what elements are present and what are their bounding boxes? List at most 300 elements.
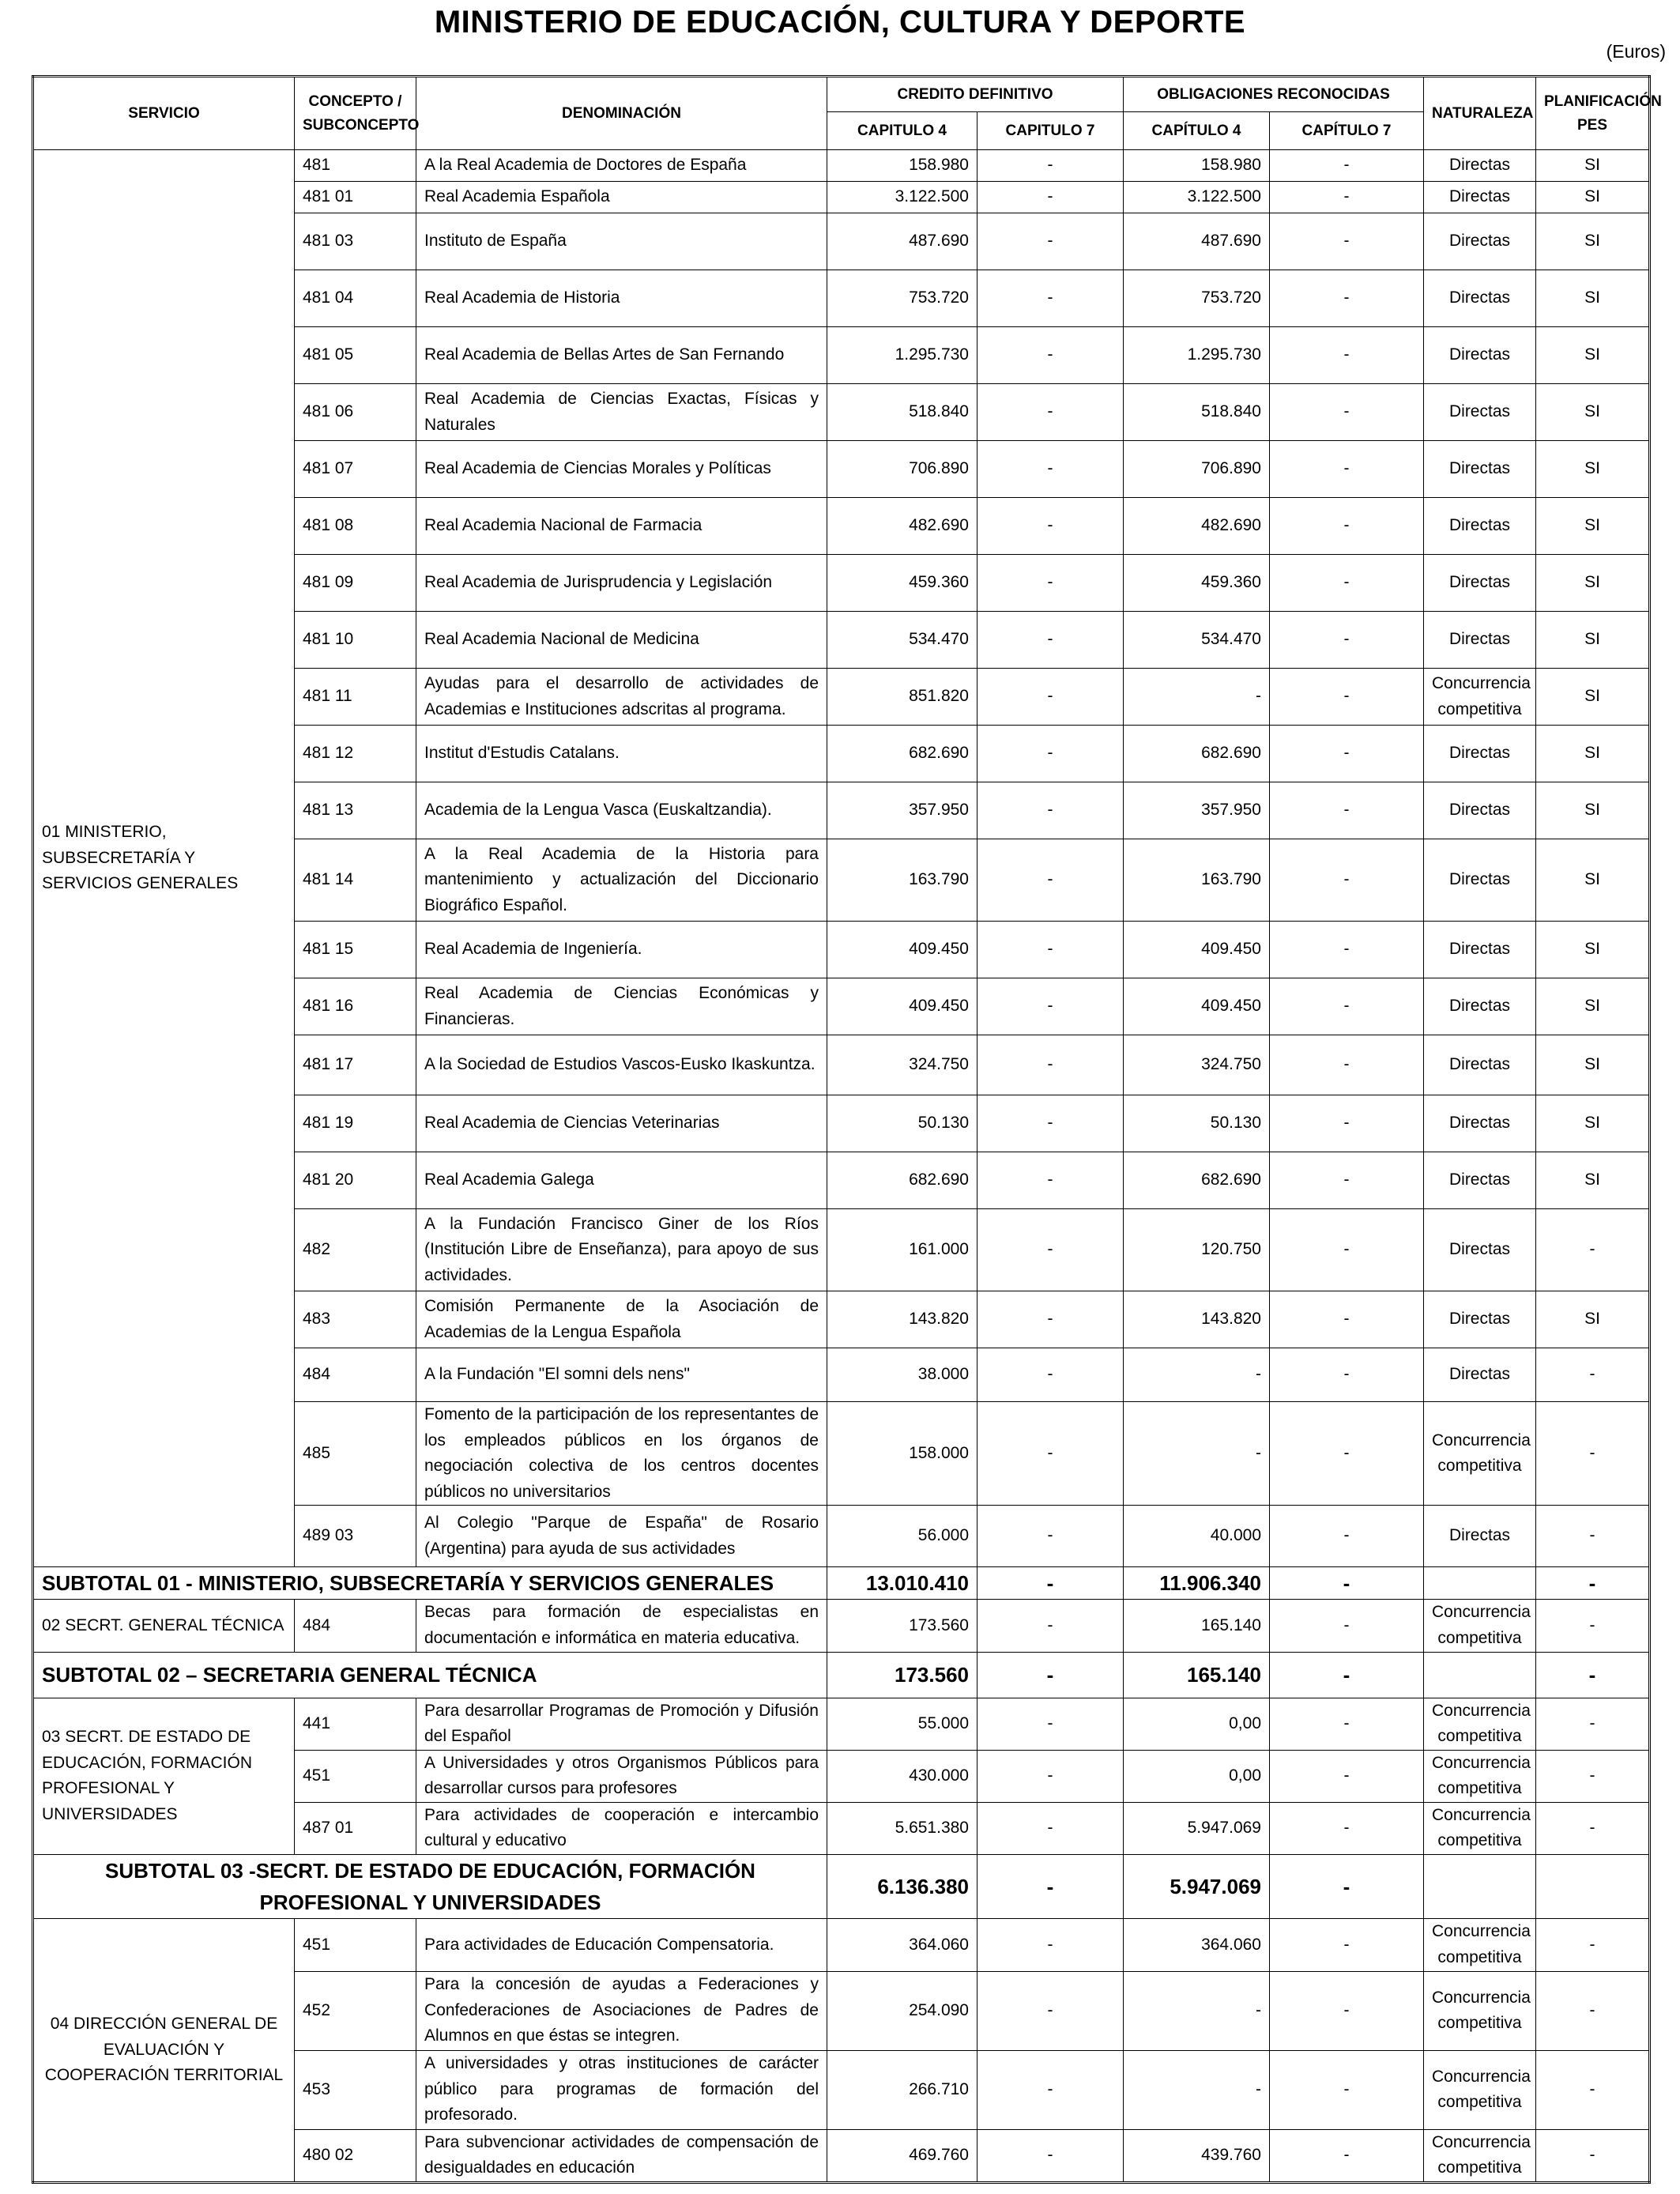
obligations-cap7: - bbox=[1270, 213, 1424, 270]
naturaleza-value: Directas bbox=[1424, 498, 1536, 555]
denomination: Ayudas para el desarrollo de actividades de Academias e Instituciones adscritas al programa. bbox=[416, 669, 827, 726]
credit-cap7: - bbox=[977, 1152, 1124, 1209]
credit-cap7: - bbox=[977, 1348, 1124, 1402]
subtotal-pes: - bbox=[1536, 1652, 1650, 1698]
denomination: Real Academia de Ingeniería. bbox=[416, 922, 827, 978]
header-credito: CREDITO DEFINITIVO bbox=[827, 77, 1124, 112]
credit-cap4: 38.000 bbox=[827, 1348, 977, 1402]
obligations-cap7: - bbox=[1270, 1152, 1424, 1209]
concept-code: 481 14 bbox=[295, 839, 416, 922]
denomination: Real Academia de Historia bbox=[416, 270, 827, 327]
obligations-cap7: - bbox=[1270, 1802, 1424, 1854]
pes-value: SI bbox=[1536, 839, 1650, 922]
naturaleza-value: Directas bbox=[1424, 1348, 1536, 1402]
credit-cap4: 430.000 bbox=[827, 1750, 977, 1802]
denomination: Para la concesión de ayudas a Federaciones y Confederaciones de Asociaciones de Padres de Alumnos en que éstas se integren. bbox=[416, 1971, 827, 2050]
credit-cap7: - bbox=[977, 2050, 1124, 2129]
naturaleza-value: Directas bbox=[1424, 1209, 1536, 1291]
denomination: Para desarrollar Programas de Promoción y Difusión del Español bbox=[416, 1698, 827, 1750]
credit-cap7: - bbox=[977, 726, 1124, 782]
concept-code: 481 03 bbox=[295, 213, 416, 270]
obligations-cap4: 753.720 bbox=[1124, 270, 1270, 327]
credit-cap7: - bbox=[977, 1035, 1124, 1095]
naturaleza-value: Directas bbox=[1424, 1035, 1536, 1095]
subtotal-obligations-cap7: - bbox=[1270, 1567, 1424, 1600]
obligations-cap7: - bbox=[1270, 555, 1424, 612]
credit-cap7: - bbox=[977, 1402, 1124, 1506]
obligations-cap7: - bbox=[1270, 327, 1424, 384]
obligations-cap7: - bbox=[1270, 669, 1424, 726]
subtotal-label: SUBTOTAL 02 – SECRETARIA GENERAL TÉCNICA bbox=[33, 1652, 827, 1698]
credit-cap4: 173.560 bbox=[827, 1600, 977, 1652]
section-04 bbox=[33, 1919, 1650, 2182]
denomination: A la Real Academia de Doctores de España bbox=[416, 150, 827, 182]
concept-code: 481 16 bbox=[295, 978, 416, 1035]
obligations-cap7: - bbox=[1270, 726, 1424, 782]
concept-code: 485 bbox=[295, 1402, 416, 1506]
obligations-cap4: - bbox=[1124, 1971, 1270, 2050]
pes-value: SI bbox=[1536, 498, 1650, 555]
pes-value: SI bbox=[1536, 270, 1650, 327]
credit-cap4: 682.690 bbox=[827, 726, 977, 782]
credit-cap7: - bbox=[977, 1698, 1124, 1750]
subtotal-credit-cap4: 173.560 bbox=[827, 1652, 977, 1698]
obligations-cap4: 534.470 bbox=[1124, 612, 1270, 669]
service-name: 02 SECRT. GENERAL TÉCNICA bbox=[33, 1600, 295, 1652]
header-concepto: CONCEPTO / SUBCONCEPTO bbox=[295, 77, 416, 150]
denomination: Academia de la Lengua Vasca (Euskaltzandia). bbox=[416, 782, 827, 839]
obligations-cap7: - bbox=[1270, 1035, 1424, 1095]
obligations-cap4: 120.750 bbox=[1124, 1209, 1270, 1291]
credit-cap4: 482.690 bbox=[827, 498, 977, 555]
credit-cap7: - bbox=[977, 441, 1124, 498]
header-planificacion: PLANIFICACIÓN PES bbox=[1536, 77, 1650, 150]
subtotal-row bbox=[33, 1567, 1650, 1600]
header-denominacion: DENOMINACIÓN bbox=[416, 77, 827, 150]
denomination: Para actividades de Educación Compensatoria. bbox=[416, 1919, 827, 1971]
concept-code: 481 07 bbox=[295, 441, 416, 498]
credit-cap7: - bbox=[977, 150, 1124, 182]
obligations-cap7: - bbox=[1270, 1698, 1424, 1750]
obligations-cap4: 324.750 bbox=[1124, 1035, 1270, 1095]
obligations-cap4: 158.980 bbox=[1124, 150, 1270, 182]
pes-value: SI bbox=[1536, 782, 1650, 839]
subtotal-pes: - bbox=[1536, 1567, 1650, 1600]
obligations-cap7: - bbox=[1270, 612, 1424, 669]
credit-cap7: - bbox=[977, 1919, 1124, 1971]
naturaleza-value: Concurrencia competitiva bbox=[1424, 1698, 1536, 1750]
concept-code: 481 15 bbox=[295, 922, 416, 978]
subtotal-credit-cap4: 13.010.410 bbox=[827, 1567, 977, 1600]
credit-cap7: - bbox=[977, 270, 1124, 327]
obligations-cap7: - bbox=[1270, 1095, 1424, 1152]
concept-code: 480 02 bbox=[295, 2129, 416, 2182]
concept-code: 453 bbox=[295, 2050, 416, 2129]
obligations-cap7: - bbox=[1270, 150, 1424, 182]
credit-cap4: 364.060 bbox=[827, 1919, 977, 1971]
credit-cap4: 459.360 bbox=[827, 555, 977, 612]
naturaleza-value: Concurrencia competitiva bbox=[1424, 2050, 1536, 2129]
pes-value: - bbox=[1536, 1971, 1650, 2050]
denomination: Institut d'Estudis Catalans. bbox=[416, 726, 827, 782]
obligations-cap7: - bbox=[1270, 1348, 1424, 1402]
obligations-cap4: 50.130 bbox=[1124, 1095, 1270, 1152]
concept-code: 451 bbox=[295, 1919, 416, 1971]
obligations-cap7: - bbox=[1270, 1919, 1424, 1971]
credit-cap4: 161.000 bbox=[827, 1209, 977, 1291]
credit-cap7: - bbox=[977, 669, 1124, 726]
pes-value: - bbox=[1536, 2129, 1650, 2182]
subtotal-row bbox=[33, 1652, 1650, 1698]
obligations-cap7: - bbox=[1270, 1506, 1424, 1567]
denomination: Real Academia de Ciencias Exactas, Físicas y Naturales bbox=[416, 384, 827, 441]
denomination: Para subvencionar actividades de compensación de desigualdades en educación bbox=[416, 2129, 827, 2182]
concept-code: 481 09 bbox=[295, 555, 416, 612]
naturaleza-value: Directas bbox=[1424, 612, 1536, 669]
obligations-cap4: 482.690 bbox=[1124, 498, 1270, 555]
naturaleza-value: Directas bbox=[1424, 213, 1536, 270]
obligations-cap4: 143.820 bbox=[1124, 1291, 1270, 1348]
subsidies-table bbox=[32, 75, 1662, 2184]
naturaleza-value: Concurrencia competitiva bbox=[1424, 2129, 1536, 2182]
denomination: Real Academia de Ciencias Económicas y Financieras. bbox=[416, 978, 827, 1035]
pes-value: SI bbox=[1536, 726, 1650, 782]
credit-cap4: 1.295.730 bbox=[827, 327, 977, 384]
denomination: Instituto de España bbox=[416, 213, 827, 270]
obligations-cap4: 409.450 bbox=[1124, 978, 1270, 1035]
credit-cap7: - bbox=[977, 182, 1124, 213]
pes-value: - bbox=[1536, 1402, 1650, 1506]
obligations-cap7: - bbox=[1270, 1600, 1424, 1652]
subtotal-credit-cap4: 6.136.380 bbox=[827, 1854, 977, 1919]
obligations-cap4: 163.790 bbox=[1124, 839, 1270, 922]
credit-cap4: 469.760 bbox=[827, 2129, 977, 2182]
obligations-cap4: 1.295.730 bbox=[1124, 327, 1270, 384]
concept-code: 481 04 bbox=[295, 270, 416, 327]
credit-cap7: - bbox=[977, 498, 1124, 555]
credit-cap4: 5.651.380 bbox=[827, 1802, 977, 1854]
concept-code: 451 bbox=[295, 1750, 416, 1802]
obligations-cap4: - bbox=[1124, 1348, 1270, 1402]
obligations-cap4: 459.360 bbox=[1124, 555, 1270, 612]
pes-value: - bbox=[1536, 1802, 1650, 1854]
obligations-cap7: - bbox=[1270, 782, 1424, 839]
obligations-cap7: - bbox=[1270, 1209, 1424, 1291]
concept-code: 481 13 bbox=[295, 782, 416, 839]
pes-value: - bbox=[1536, 1698, 1650, 1750]
concept-code: 484 bbox=[295, 1348, 416, 1402]
subtotal-credit-cap7: - bbox=[977, 1652, 1124, 1698]
denomination: A universidades y otras instituciones de carácter público para programas de formación del profesorado. bbox=[416, 2050, 827, 2129]
pes-value: - bbox=[1536, 1348, 1650, 1402]
pes-value: SI bbox=[1536, 1152, 1650, 1209]
pes-value: - bbox=[1536, 1600, 1650, 1652]
header-servicio: SERVICIO bbox=[33, 77, 295, 150]
denomination: Real Academia de Jurisprudencia y Legislación bbox=[416, 555, 827, 612]
naturaleza-value: Concurrencia competitiva bbox=[1424, 1750, 1536, 1802]
subtotal-credit-cap7: - bbox=[977, 1854, 1124, 1919]
naturaleza-value: Directas bbox=[1424, 839, 1536, 922]
section-01 bbox=[33, 150, 1650, 1600]
naturaleza-value: Directas bbox=[1424, 182, 1536, 213]
naturaleza-value: Concurrencia competitiva bbox=[1424, 1971, 1536, 2050]
concept-code: 481 05 bbox=[295, 327, 416, 384]
subtotal-label: SUBTOTAL 03 -SECRT. DE ESTADO DE EDUCACIÓN, FORMACIÓN PROFESIONAL Y UNIVERSIDADES bbox=[33, 1854, 827, 1919]
credit-cap4: 357.950 bbox=[827, 782, 977, 839]
credit-cap4: 518.840 bbox=[827, 384, 977, 441]
concept-code: 481 11 bbox=[295, 669, 416, 726]
header-naturaleza: NATURALEZA bbox=[1424, 77, 1536, 150]
credit-cap4: 324.750 bbox=[827, 1035, 977, 1095]
subtotal-naturaleza bbox=[1424, 1652, 1536, 1698]
naturaleza-value: Directas bbox=[1424, 1095, 1536, 1152]
naturaleza-value: Directas bbox=[1424, 384, 1536, 441]
obligations-cap7: - bbox=[1270, 270, 1424, 327]
naturaleza-value: Directas bbox=[1424, 441, 1536, 498]
pes-value: SI bbox=[1536, 327, 1650, 384]
denomination: A la Fundación Francisco Giner de los Ríos (Institución Libre de Enseñanza), para apoyo de sus actividades. bbox=[416, 1209, 827, 1291]
credit-cap7: - bbox=[977, 1971, 1124, 2050]
credit-cap4: 409.450 bbox=[827, 978, 977, 1035]
naturaleza-value: Concurrencia competitiva bbox=[1424, 1600, 1536, 1652]
header-cap7-obligaciones: CAPÍTULO 7 bbox=[1270, 112, 1424, 150]
pes-value: - bbox=[1536, 1750, 1650, 1802]
pes-value: SI bbox=[1536, 555, 1650, 612]
credit-cap7: - bbox=[977, 1600, 1124, 1652]
header-cap7-credito: CAPITULO 7 bbox=[977, 112, 1124, 150]
concept-code: 481 06 bbox=[295, 384, 416, 441]
subtotal-obligations-cap4: 165.140 bbox=[1124, 1652, 1270, 1698]
pes-value: SI bbox=[1536, 1035, 1650, 1095]
subtotal-obligations-cap4: 11.906.340 bbox=[1124, 1567, 1270, 1600]
pes-value: SI bbox=[1536, 978, 1650, 1035]
obligations-cap4: 0,00 bbox=[1124, 1698, 1270, 1750]
concept-code: 482 bbox=[295, 1209, 416, 1291]
table-row bbox=[33, 150, 1650, 182]
denomination: A la Real Academia de la Historia para mantenimiento y actualización del Diccionario Biográfico Español. bbox=[416, 839, 827, 922]
pes-value: - bbox=[1536, 1919, 1650, 1971]
concept-code: 489 03 bbox=[295, 1506, 416, 1567]
service-name: 03 SECRT. DE ESTADO DE EDUCACIÓN, FORMACIÓN PROFESIONAL Y UNIVERSIDADES bbox=[33, 1698, 295, 1854]
obligations-cap7: - bbox=[1270, 1750, 1424, 1802]
denomination: Real Academia Galega bbox=[416, 1152, 827, 1209]
denomination: Real Academia de Bellas Artes de San Fernando bbox=[416, 327, 827, 384]
obligations-cap4: - bbox=[1124, 2050, 1270, 2129]
table-row bbox=[33, 1698, 1650, 1750]
credit-cap7: - bbox=[977, 1209, 1124, 1291]
service-name: 04 DIRECCIÓN GENERAL DE EVALUACIÓN Y COOPERACIÓN TERRITORIAL bbox=[33, 1919, 295, 2182]
obligations-cap7: - bbox=[1270, 441, 1424, 498]
naturaleza-value: Directas bbox=[1424, 270, 1536, 327]
pes-value: - bbox=[1536, 1506, 1650, 1567]
denomination: Real Academia Nacional de Medicina bbox=[416, 612, 827, 669]
naturaleza-value: Concurrencia competitiva bbox=[1424, 669, 1536, 726]
naturaleza-value: Concurrencia competitiva bbox=[1424, 1802, 1536, 1854]
subtotal-row bbox=[33, 1854, 1650, 1919]
obligations-cap7: - bbox=[1270, 384, 1424, 441]
credit-cap4: 706.890 bbox=[827, 441, 977, 498]
obligations-cap4: 487.690 bbox=[1124, 213, 1270, 270]
credit-cap4: 753.720 bbox=[827, 270, 977, 327]
denomination: A Universidades y otros Organismos Públicos para desarrollar cursos para profesores bbox=[416, 1750, 827, 1802]
concept-code: 481 20 bbox=[295, 1152, 416, 1209]
credit-cap7: - bbox=[977, 555, 1124, 612]
header-cap4-credito: CAPITULO 4 bbox=[827, 112, 977, 150]
header-cap4-obligaciones: CAPÍTULO 4 bbox=[1124, 112, 1270, 150]
naturaleza-value: Directas bbox=[1424, 1152, 1536, 1209]
credit-cap7: - bbox=[977, 1095, 1124, 1152]
denomination: A la Fundación "El somni dels nens" bbox=[416, 1348, 827, 1402]
concept-code: 481 bbox=[295, 150, 416, 182]
credit-cap7: - bbox=[977, 2129, 1124, 2182]
concept-code: 481 12 bbox=[295, 726, 416, 782]
pes-value: SI bbox=[1536, 1291, 1650, 1348]
obligations-cap7: - bbox=[1270, 2129, 1424, 2182]
subtotal-naturaleza bbox=[1424, 1854, 1536, 1919]
naturaleza-value: Concurrencia competitiva bbox=[1424, 1919, 1536, 1971]
obligations-cap4: 682.690 bbox=[1124, 726, 1270, 782]
credit-cap7: - bbox=[977, 1750, 1124, 1802]
credit-cap4: 163.790 bbox=[827, 839, 977, 922]
subtotal-obligations-cap4: 5.947.069 bbox=[1124, 1854, 1270, 1919]
obligations-cap4: 40.000 bbox=[1124, 1506, 1270, 1567]
header-obligaciones: OBLIGACIONES RECONOCIDAS bbox=[1124, 77, 1424, 112]
subtotal-obligations-cap7: - bbox=[1270, 1854, 1424, 1919]
subtotal-credit-cap7: - bbox=[977, 1567, 1124, 1600]
credit-cap4: 851.820 bbox=[827, 669, 977, 726]
naturaleza-value: Directas bbox=[1424, 150, 1536, 182]
obligations-cap4: 5.947.069 bbox=[1124, 1802, 1270, 1854]
naturaleza-value: Directas bbox=[1424, 782, 1536, 839]
obligations-cap7: - bbox=[1270, 1291, 1424, 1348]
naturaleza-value: Directas bbox=[1424, 555, 1536, 612]
naturaleza-value: Directas bbox=[1424, 922, 1536, 978]
obligations-cap7: - bbox=[1270, 922, 1424, 978]
denomination: Comisión Permanente de la Asociación de Academias de la Lengua Española bbox=[416, 1291, 827, 1348]
credit-cap4: 50.130 bbox=[827, 1095, 977, 1152]
obligations-cap4: 0,00 bbox=[1124, 1750, 1270, 1802]
table-row bbox=[33, 1600, 1650, 1652]
obligations-cap4: 409.450 bbox=[1124, 922, 1270, 978]
obligations-cap4: 518.840 bbox=[1124, 384, 1270, 441]
credit-cap7: - bbox=[977, 612, 1124, 669]
credit-cap7: - bbox=[977, 782, 1124, 839]
pes-value: SI bbox=[1536, 182, 1650, 213]
pes-value: SI bbox=[1536, 669, 1650, 726]
subtotal-naturaleza bbox=[1424, 1567, 1536, 1600]
denomination: Becas para formación de especialistas en documentación e informática en materia educativa. bbox=[416, 1600, 827, 1652]
credit-cap7: - bbox=[977, 1802, 1124, 1854]
obligations-cap4: 439.760 bbox=[1124, 2129, 1270, 2182]
denomination: Real Academia de Ciencias Morales y Políticas bbox=[416, 441, 827, 498]
credit-cap7: - bbox=[977, 213, 1124, 270]
obligations-cap7: - bbox=[1270, 182, 1424, 213]
concept-code: 481 19 bbox=[295, 1095, 416, 1152]
credit-cap7: - bbox=[977, 327, 1124, 384]
credit-cap4: 534.470 bbox=[827, 612, 977, 669]
pes-value: SI bbox=[1536, 441, 1650, 498]
naturaleza-value: Directas bbox=[1424, 726, 1536, 782]
obligations-cap4: 364.060 bbox=[1124, 1919, 1270, 1971]
concept-code: 483 bbox=[295, 1291, 416, 1348]
credit-cap7: - bbox=[977, 839, 1124, 922]
denomination: Para actividades de cooperación e intercambio cultural y educativo bbox=[416, 1802, 827, 1854]
section-03 bbox=[33, 1698, 1650, 1919]
concept-code: 481 01 bbox=[295, 182, 416, 213]
credit-cap7: - bbox=[977, 1291, 1124, 1348]
concept-code: 481 08 bbox=[295, 498, 416, 555]
subtotal-label: SUBTOTAL 01 - MINISTERIO, SUBSECRETARÍA Y SERVICIOS GENERALES bbox=[33, 1567, 827, 1600]
concept-code: 452 bbox=[295, 1971, 416, 2050]
credit-cap7: - bbox=[977, 1506, 1124, 1567]
naturaleza-value: Directas bbox=[1424, 1506, 1536, 1567]
credit-cap4: 266.710 bbox=[827, 2050, 977, 2129]
credit-cap7: - bbox=[977, 922, 1124, 978]
credit-cap7: - bbox=[977, 978, 1124, 1035]
denomination: Al Colegio "Parque de España" de Rosario (Argentina) para ayuda de sus actividades bbox=[416, 1506, 827, 1567]
subtotal-obligations-cap7: - bbox=[1270, 1652, 1424, 1698]
pes-value: - bbox=[1536, 1209, 1650, 1291]
pes-value: SI bbox=[1536, 612, 1650, 669]
credit-cap4: 3.122.500 bbox=[827, 182, 977, 213]
pes-value: SI bbox=[1536, 384, 1650, 441]
obligations-cap7: - bbox=[1270, 839, 1424, 922]
naturaleza-value: Directas bbox=[1424, 1291, 1536, 1348]
obligations-cap4: 682.690 bbox=[1124, 1152, 1270, 1209]
concept-code: 487 01 bbox=[295, 1802, 416, 1854]
pes-value: SI bbox=[1536, 213, 1650, 270]
units-label: (Euros) bbox=[1606, 41, 1666, 62]
credit-cap4: 254.090 bbox=[827, 1971, 977, 2050]
obligations-cap4: - bbox=[1124, 669, 1270, 726]
credit-cap4: 487.690 bbox=[827, 213, 977, 270]
credit-cap4: 55.000 bbox=[827, 1698, 977, 1750]
credit-cap4: 409.450 bbox=[827, 922, 977, 978]
credit-cap4: 682.690 bbox=[827, 1152, 977, 1209]
subtotal-pes bbox=[1536, 1854, 1650, 1919]
obligations-cap7: - bbox=[1270, 978, 1424, 1035]
pes-value: - bbox=[1536, 2050, 1650, 2129]
credit-cap7: - bbox=[977, 384, 1124, 441]
concept-code: 481 10 bbox=[295, 612, 416, 669]
obligations-cap4: - bbox=[1124, 1402, 1270, 1506]
credit-cap4: 158.000 bbox=[827, 1402, 977, 1506]
table-row bbox=[33, 1919, 1650, 1971]
credit-cap4: 158.980 bbox=[827, 150, 977, 182]
pes-value: SI bbox=[1536, 922, 1650, 978]
naturaleza-value: Directas bbox=[1424, 327, 1536, 384]
obligations-cap7: - bbox=[1270, 2050, 1424, 2129]
concept-code: 441 bbox=[295, 1698, 416, 1750]
concept-code: 481 17 bbox=[295, 1035, 416, 1095]
pes-value: SI bbox=[1536, 150, 1650, 182]
denomination: Real Academia de Ciencias Veterinarias bbox=[416, 1095, 827, 1152]
section-02 bbox=[33, 1600, 1650, 1698]
credit-cap4: 56.000 bbox=[827, 1506, 977, 1567]
obligations-cap7: - bbox=[1270, 498, 1424, 555]
obligations-cap4: 3.122.500 bbox=[1124, 182, 1270, 213]
denomination: Real Academia Nacional de Farmacia bbox=[416, 498, 827, 555]
obligations-cap7: - bbox=[1270, 1402, 1424, 1506]
service-name: 01 MINISTERIO, SUBSECRETARÍA Y SERVICIOS GENERALES bbox=[33, 150, 295, 1567]
denomination: Real Academia Española bbox=[416, 182, 827, 213]
denomination: A la Sociedad de Estudios Vascos-Eusko Ikaskuntza. bbox=[416, 1035, 827, 1095]
credit-cap4: 143.820 bbox=[827, 1291, 977, 1348]
obligations-cap4: 165.140 bbox=[1124, 1600, 1270, 1652]
page-title: MINISTERIO DE EDUCACIÓN, CULTURA Y DEPORTE bbox=[434, 5, 1246, 40]
obligations-cap4: 706.890 bbox=[1124, 441, 1270, 498]
concept-code: 484 bbox=[295, 1600, 416, 1652]
